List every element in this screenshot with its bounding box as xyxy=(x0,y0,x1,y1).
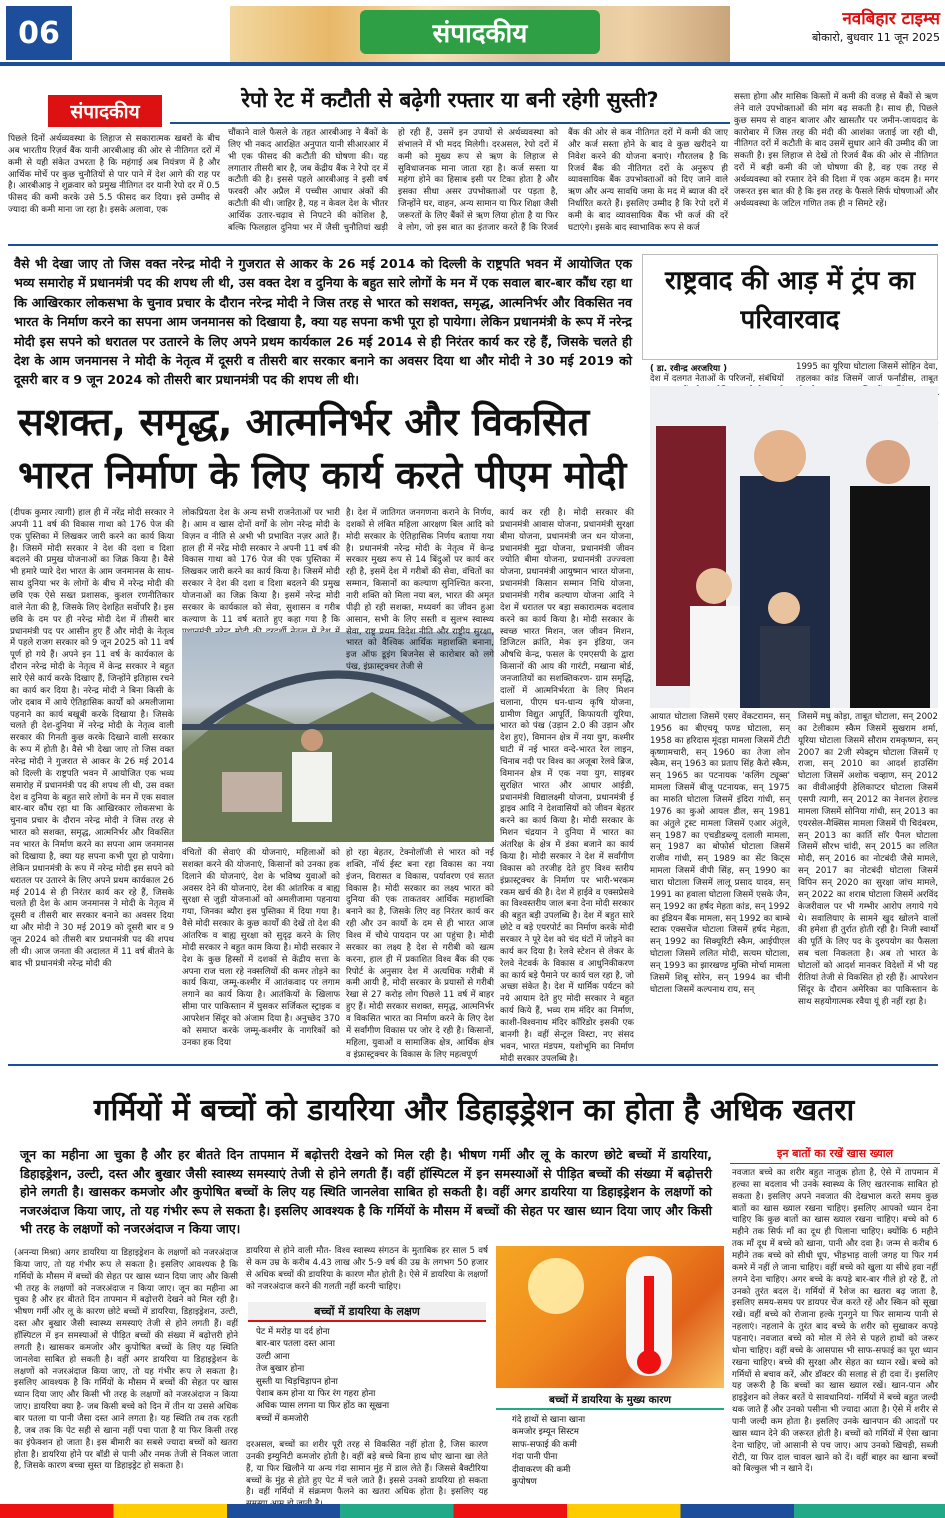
trump-article-column-1: देश में दलगत नेताओं के परिजनों, संबंधियों xyxy=(650,374,784,384)
thermometer-illustration xyxy=(496,1246,724,1388)
modi-article-column-4: कार्य कर रही है। मोदी सरकार की प्रधानमंत्री आवास योजना, प्रधानमंत्री सुरक्षा बीमा योजना, प्रधानमंत्री जन धन योजना, प्रधानमंत्री मुद्रा योजना, प्रधानमंत्री जीवन ज्योति बीमा योजना, प्रधानमंत्री उज्ज्वला योजना, प्रधानमंत्री आयुष्मान भारत योजना, प्रधानमंत्री किसान सम्मान निधि योजना, प्रधानमंत्री गरीब कल्याण योजना आदि ने देश में धरातल पर बड़ा सकारात्मक बदलाव करने का कार्य किया है। मोदी सरकार के स्वच्छ भारत मिशन, जल जीवन मिशन, डिजिटल क्रांति, मेक इन इंडिया, जन औषधि केन्द्र, फसल के एमएसपी के द्वारा किसानों की आय की गारंटी, मखाना बोर्ड, जनजातियों का सशक्तिकरण- ग्राम समृद्धि, दालों में आत्मनिर्भरता के लिए मिशन चलाना, पीएम धन-धान्य कृषि योजना, ग्रामीण विद्युत आपूर्ति, किफायती यूरिया, भारत को पंख (उड़ान 2.0 की उड़ान और देश हुए), विमानन क्षेत्र में नया युग, कश्मीर घाटी में नई भारत वन्दे-भारत रेल लाइन, चिनाब नदी पर विश्व का अजूबा रेलवे ब्रिज, विमानन क्षेत्र में एक नया युग, साइबर सुरक्षित भारत और आधार आईडी, प्रधानमंत्री विद्यालक्ष्मी योजना, प्रधानमंत्री ई ड्राइव आदि ने देशवासियों को जीवन बेहतर करने का कार्य किया है। मोदी सरकार के मिशन चंद्रयान ने दुनिया में भारत का अंतरिक्ष के क्षेत्र में डंका बजाने का कार्य किया है। मोदी सरकार ने देश में सर्वांगीण विकास को तरजीह देते हुए विश्व स्तरीय इंफ्रास्ट्रक्चर के निर्माण पर भारी-भरकम रकम खर्च की है। देश में हाईवे व एक्सप्रेसवे का विश्वस्तरीय जाल बना देना मोदी सरकार की बहुत बड़ी उपलब्धि है। देश में बहुत सारे छोटे व बड़े एयरपोर्ट का निर्माण करके मोदी सरकार ने पूरे देश को चंद घंटों में जोड़ने का कार्य कर दिया है। रेलवे स्टेशन से लेकर के रेलवे नेटवर्क के विकास व आधुनिकीकरण का कार्य बड़े पैमाने पर कार्य चल रहा है, जो अच्छा संकेत है। देश में धार्मिक पर्यटन को नये आयाम देते हुए मोदी सरकार ने बहुत कार्य किये हैं, भव्य राम मंदिर का निर्माण, काशी-विश्वनाथ मंदिर कॉरिडोर इसकी एक बानगी है। वहीं सेन्ट्रल विस्टा, नए संसद भवन, भारत मंडपम, यशोभूमि का निर्माण मोदी सरकार उपलब्धि है। xyxy=(500,508,634,1064)
cause-item: कुपोषण xyxy=(512,1476,537,1487)
editorial-right-column: सस्ता होगा और मासिक किस्तों में कमी की वजह से बैंकों से ऋण लेने वाले उपभोक्ताओं की मांग बढ़ सकती है। साथ ही, पिछले कुछ समय से वाहन बाजार और खासतौर पर जमीन-जायदाद के कारोबार में जिस तरह की मंदी की आशंका जताई जा रही थी, नीतिगत दरों में कटौती के बाद उसमें सुधार आने की उम्मीद की जा सकती है। इस लिहाज से देखें तो रिजर्व बैंक की ओर से नीतिगत दरों में बड़ी कमी की जो घोषणा की है, वह एक तरह से अर्थव्यवस्था को रफ्तार देने की दिशा में एक अहम कदम है। मगर जरूरत इस बात की है कि इस तरह के फैसले सिर्फ घोषणाओं और अर्थव्यवस्था के जटिल गणित तक ही न सिमटे रहें। xyxy=(734,92,938,209)
symptom-item: पेट में मरोड़ या दर्द होना xyxy=(256,1327,330,1337)
trump-article-column-2: 1995 का यूरिया घोटाला जिसमें सोहिन देवा, तहलका कांड जिसमें जार्ज फर्नांडीस, ताबूत xyxy=(796,362,938,384)
modi-article-column-2-continued: वंचितों की सेवाएं की योजनाएं, महिलाओं को सशक्त करने की योजनाएं, किसानों को उनका हक दिलाने की योजनाएं, देश के भविष्य युवाओं को अवसर देने की योजनाएं, देश की आंतरिक व बाह्य सुरक्षा से जुड़ी योजनाओं को अमलीजामा पहनाया गया, जिनका ब्यौरा इस पुस्तिका में दिया गया है। वैसे मोदी सरकार के कुछ कार्यों की देखें तो देश की आंतरिक व बाह्य सुरक्षा को सुदृढ़ करने के लिए मोदी सरकार ने बहुत काम किया है। मोदी सरकार ने देश के कुछ हिस्सों में दशकों से केंद्रीय सत्ता के अपना राज चला रहे नक्सलियों की कमर तोड़ने का कार्य किया, जम्मू-कश्मीर में आतंकवाद पर लगाम लगाने का कार्य किया है। आतंकियों के खिलाफ सीमा पार पाकिस्तान में घुसकर सर्जिकल स्ट्राइक व आपरेशन सिंदूर को अंजाम दिया है। अनुच्छेद 370 को समाप्त करके जम्मू-कश्मीर के नागरिकों को उनका हक दिया xyxy=(182,848,340,1048)
tips-box-body: नवजात बच्चे का शरीर बहुत नाजुक होता है, ऐसे में तापमान में हल्का सा बदलाव भी उनके स्वास्थ्य के लिए खतरनाक साबित हो सकता है। इसलिए अपने नवजात की देखभाल करते समय कुछ बातों का खास ख्याल रखना चाहिए। इसलिए आपको ध्यान देना चाहिए कि कुछ बातों का खास ख्याल रखना चाहिए। बच्चे को 6 महीने तक सिर्फ माँ का दूध ही पिलाना चाहिए। क्योंकि 6 महीने तक माँ दूध में बच्चे को खाना, पानी और दवा है। जन्म से करीब 6 महीने तक बच्चे को सीधी धूप, भीड़भाड़ वाली जगह या फिर गर्म कमरे में नहीं ले जाना चाहिए। वहीं बच्चे को खुला या सीधे हवा नहीं लगने देना चाहिए। अगर बच्चे के कपड़े बार-बार गीले हो रहे हैं, तो उनको तुरंत बदल दें। गर्मियों में रैशेज का खतरा बढ़ जाता है, इसलिए समय-समय पर डायपर चेंज करते रहें और स्किन को सूखा रखें। वहीं बच्चे को रोजाना हल्के गुनगुने या फिर सामान्य पानी से नहलाएं। नहलाने के तुरंत बाद बच्चे के शरीर को सुखाकर कपड़े पहनाएं। नवजात बच्चे को मोल में लेने से पहले हाथों को जरूर धोना चाहिए। वहीं बच्चे के आसपास भी साफ-सफाई का पूरा ध्यान रखना चाहिए। बच्चे की सुरक्षा और सेहत का ध्यान रखें। बच्चे को गर्मियों से बचाव करें, और डॉक्टर की सलाह से ही दवा दें। इसलिए यह जरूरी है कि बच्चों का खास ख्याल रखें। खान-पान और हाइड्रेशन को लेकर बरतें ये सावधानियां- गर्मियों में बच्चे बहुत जल्दी थक जाते हैं और उनको पसीना भी ज्यादा आता है। ऐसे में शरीर से पानी जल्दी कम होता है। इसलिए उनके खानपान की आदतों पर खास ध्यान देने की जरूरत होती है। बच्चों को गर्मियों में ऐसा खाना देना चाहिए, जो आसानी से पच जाए। आप उनको खिचड़ी, सब्जी रोटी, या फिर दाल चावल खाने को दें। वहीं बाहर का खाना बच्चों को बिल्कुल भी न खाने दें। xyxy=(732,1168,938,1475)
symptom-item: बच्चों में कमजोरी xyxy=(256,1413,309,1424)
symptom-item: बार-बार पतला दस्त आना xyxy=(256,1339,336,1350)
modi-article-intro: वैसे भी देखा जाए तो जिस वक्त नरेन्द्र मोदी ने गुजरात से आकर के 26 मई 2014 को दिल्ली के राष्ट्रपति भवन में आयोजित एक भव्य समारोह में प्रधानमंत्री पद की शपथ ली थी, उस वक्त देश व दुनिया के बहुत सारे लोगों के मन में एक सवाल बार-बार कौंध रहा था कि आखिरकार लोकसभा के चुनाव प्रचार के दौरान नरेन्द्र मोदी ने जिस तरह से भारत को सशक्त, समृद्ध, आत्मनिर्भर और विकसित नव भारत के निर्माण करने का सपना आम जनमानस को दिखाया है, क्या यह सपना कभी पूरा हो पायेगा। लेकिन प्रधानमंत्री के रूप में नरेन्द्र मोदी इस सपने को धरातल पर उतारने के लिए अपने प्रथम कार्यकाल 26 मई 2014 से ही निरंतर कार्य कर रहे हैं, जिसके चलते ही देश के आम जनमानस ने मोदी के नेतृत्व में दूसरी व तीसरी बार सरकार बनाने का अवसर दिया था और मोदी ने 30 मई 2019 को दूसरी बार व 9 जून 2024 को तीसरी बार प्रधानमंत्री पद की शपथ ली थी। xyxy=(14,256,632,388)
section-divider xyxy=(8,1064,938,1066)
diarrhoea-article-column-1: (अनन्या मिश्रा) अगर डायरिया या डिहाइड्रेशन के लक्षणों को नजरअंदाज किया जाए, तो यह गंभीर रूप ले सकता है। इसलिए आवश्यक है कि गर्मियों के मौसम में बच्चों की सेहत पर खास ध्यान दिया जाए और किसी भी तरह के लक्षणों को नजरअंदाज न किया जाए। जून का महीना आ चुका है और हर बीतते दिन तापमान में बढ़ोत्तरी देखने को मिल रही है। भीषण गर्मी और लू के कारण छोटे बच्चों में डायरिया, डिहाइड्रेशन, उल्टी, दस्त और बुखार जैसी स्वास्थ्य समस्याएं तेजी से होने लगती हैं। वहीं हॉस्पिटल में इन समस्याओं से पीड़ित बच्चों की संख्या में बढ़ोत्तरी होने लगती है। खासकर कमजोर और कुपोषित बच्चों के लिए यह स्थिति जानलेवा साबित हो सकती है। वहीं अगर डायरिया या डिहाइड्रेशन के लक्षणों को नजरअंदाज किया जाए, तो यह गंभीर रूप ले सकता है। इसलिए आवश्यक है कि गर्मियों के मौसम में बच्चों की सेहत पर खास ध्यान दिया जाए और किसी भी तरह के लक्षणों को नजरअंदाज न किया जाए। डायरिया क्या है- जब किसी बच्चे को दिन में तीन या उससे अधिक बार पतला या पानी जैसा दस्त आने लगता है। यह स्थिति तब तक रहती है, जब तक कि पेट सही से खाना नहीं पचा पाता है या फिर किसी तरह का इंफेक्शन हो जाता है। इस बीमारी का सबसे ज्यादा बच्चों को खतरा होता है। डायरिया होने पर बॉडी से पानी और नमक तेजी से निकल जाता है, जिसके कारण बच्चा सुस्त या डिहाइड्रेट हो सकता है। xyxy=(14,1248,238,1472)
symptom-item: उल्टी आना xyxy=(256,1351,290,1362)
section-divider xyxy=(8,244,938,246)
tips-box-title: इन बातों का रखें खास ख्याल xyxy=(730,1146,940,1164)
cause-item: दीवाकरण की कमी xyxy=(512,1464,571,1475)
symptom-item: पेशाब कम होना या फिर रंग गहरा होना xyxy=(256,1388,376,1399)
modi-article-column-3: है। देश में जातिगत जनगणना कराने के निर्णय, दशकों से लंबित महिला आरक्षण बिल आदि को मोदी सरकार के ऐतिहासिक निर्णय बताया गया है। प्रधानमंत्री नरेन्द्र मोदी के नेतृत्व में केन्द्र सरकार मुख्य रूप से 14 बिंदुओं पर कार्य कर रही है, इसमें देश में गरीबों की सेवा, वंचितों का सम्मान, किसानों का कल्याण सुनिश्चित करना, नारी शक्ति को मिला नया बल, भारत की अमृत पीढ़ी हो रही सशक्त, मध्यवर्ग का जीवन हुआ आसान, सभी के लिए सस्ती व सुलभ स्वास्थ्य सेवा, राष्ट्र प्रथम विदेश नीति और राष्ट्रीय सुरक्षा, भारत को वैश्विक आर्थिक महाशक्ति बनाना, इज ऑफ डूइंग बिजनेस से कारोबार को लगे पंख, इंफ्रास्ट्रक्चर तेजी से xyxy=(346,508,494,673)
symptoms-box-title: बच्चों में डायरिया के लक्षण xyxy=(248,1302,486,1322)
newspaper-brand: नवबिहार टाइम्स xyxy=(842,9,940,29)
section-title: संपादकीय xyxy=(360,10,600,54)
thermometer-graphic xyxy=(496,1246,724,1388)
trump-photo-graphic xyxy=(650,386,938,708)
bridge-photo-graphic xyxy=(182,632,494,842)
cause-item: साफ-सफाई की कमी xyxy=(512,1439,577,1450)
cause-item: कमजोर इम्यून सिस्टम xyxy=(512,1427,579,1438)
trump-article-headline: राष्ट्रवाद की आड़ में ट्रंप का परिवारवाद xyxy=(664,266,916,335)
editorial-label: संपादकीय xyxy=(48,95,162,127)
dateline: बोकारो, बुधवार 11 जून 2025 xyxy=(811,31,940,44)
modi-article-column-3-continued: हो रहा बेहतर, टेक्नोलॉजी से भारत को नई शक्ति, नॉर्थ ईस्ट बना रहा विकास का नया इंजन, विरासत व विकास, पर्यावरण एवं सतत विकास है। मोदी सरकार का लक्ष्य भारत को दुनिया की एक ताकतवर आर्थिक महाशक्ति बनाने का है, जिसके लिए वह निरंतर कार्य कर रही और उन कार्यों के दम से ही भारत आज विश्व में चौथे पायदान पर आ पहुंचा है। मोदी सरकार का लक्ष्य है देश से गरीबी को खत्म करना, हाल ही में प्रकाशित विश्व बैंक की एक रिपोर्ट के अनुसार देश में अत्यधिक गरीबी में कमी आयी है, मोदी सरकार के प्रयासों से गरीबी रेखा से 27 करोड़ लोग पिछले 11 वर्ष में बाहर हुए हैं। मोदी सरकार सशक्त, समृद्ध, आत्मनिर्भर व विकसित भारत का निर्माण करने के लिए देश में सर्वांगीण विकास पर जोर दे रही है। किसानों, महिला, युवाओं व सामाजिक क्षेत्र, आर्थिक क्षेत्र व इंफ्रास्ट्रक्चर के विकास के लिए महत्वपूर्ण xyxy=(346,848,494,1060)
cause-item: गंदे हाथों से खाना खाना xyxy=(512,1415,586,1425)
symptom-item: तेज बुखार होना xyxy=(256,1364,305,1375)
trump-family-photo xyxy=(650,386,938,708)
trump-article-column-3: आयात घोटाला जिसमें एसए वेंकटरामन, सन् 1956 का बीएचयू फण्ड घोटाला, सन् 1958 का हरिदास मूंदड़ा मामला जिसमें टीटी कृष्णामचारी, सन् 1960 का तेजा लोन स्कैम, सन् 1963 का प्रताप सिंह कैरो स्कैम, सन् 1965 का पटनायक 'कलिंग ट्यूब्स' मामला जिसमें बीजू पटनायक, सन् 1975 का मारुति घोटाला जिसमें इंदिरा गांधी, सन् 1976 का कुओ आयल डील, सन् 1981 का अंतुले ट्रस्ट मामला जिसमें एआर अंतुले, सन् 1987 का एचडीडब्ल्यू दलाली मामला, सन् 1987 का बोफोर्स घोटाला जिसमें राजीव गांधी, सन् 1989 का सेंट किट्स मामला जिसमें वीपी सिंह, सन् 1990 का चारा घोटाला जिसमें लालू प्रसाद यादव, सन् 1991 का हवाला घोटाला जिसमें एसके जैन, सन् 1992 का हर्षद मेहता कांड, सन् 1992 का इंडियन बैंक मामला, सन् 1992 का बाम्बे स्टाक एक्सचेंज घोटाला जिसमें हर्षद मेहता, सन् 1992 का सिक्यूरिटी स्कैम, आईपीएल घोटाला जिसमें ललित मोदी, सत्यम घोटाला, सन् 1993 का झारखण्ड मुक्ति मोर्चा मामला जिसमें शिबू सोरेन, सन् 1994 का चीनी घोटाला जिसमें कल्पनाथ राय, सन् xyxy=(650,712,790,995)
cause-item: गंदा पानी पीना xyxy=(512,1452,558,1463)
symptom-item: सुस्ती या चिड़चिड़ापन होना xyxy=(256,1376,338,1387)
symptom-item: अधिक प्यास लगना या फिर होंठ का सूखना xyxy=(256,1401,390,1412)
diarrhoea-article-headline: गर्मियों में बच्चों को डायरिया और डिहाइड्रेशन का होता है अधिक खतरा xyxy=(93,1093,855,1128)
modi-article-column-1: (दीपक कुमार त्यागी) हाल ही में नरेंद्र मोदी सरकार ने अपनी 11 वर्ष की विकास गाथा को 176 पेज की एक पुस्तिका में लिखकर जारी करने का कार्य किया है। जिसमें मोदी सरकार ने देश की दशा व दिशा बदलने की प्रमुख योजनाओं का जिक्र किया है। वैसे भी हमारे प्यारे देश भारत के आम जनमानस के साथ-साथ दुनिया भर के लोगों के बीच में नरेन्द्र मोदी की छवि एक ऐसे सख्त प्रशासक, कुशल रणनीतिकार वाले नेता की है, जिसके लिए देशहित सर्वोपरि है। इस छवि के दम पर ही नरेन्द्र मोदी देश में तीसरी बार प्रधानमंत्री पद पर आसीन हुए हैं और मोदी के नेतृत्व में पहले राजग सरकार को 9 जून 2025 को 11 वर्ष पूर्ण हो गये हैं। अपने इन 11 वर्ष के कार्यकाल के दौरान नरेन्द्र मोदी के नेतृत्व में केन्द्र सरकार ने बहुत सारे ऐसे कार्य करके दिखाए हैं, जिन्होंने इतिहास रचने का कार्य कर दिया है। नरेन्द्र मोदी ने बिना किसी के जोर दबाव में आये ऐतिहासिक कार्यों को अमलीजामा पहनाने का कार्य बखूबी करके दिखाया है। जिसके चलते ही देश-दुनिया में नरेन्द्र मोदी के नेतृत्व वाली सरकार की गिनती कुछ करके दिखाने वाली सरकार के रूप में होती है। वैसे भी देखा जाए तो जिस वक्त नरेन्द्र मोदी ने गुजरात से आकर के 26 मई 2014 को दिल्ली के राष्ट्रपति भवन में आयोजित एक भव्य समारोह में प्रधानमंत्री पद की शपथ ली थी, उस वक्त देश व दुनिया के बहुत सारे लोगों के मन में एक सवाल बार-बार कौंध रहा था कि आखिरकार लोकसभा के चुनाव प्रचार के दौरान नरेन्द्र मोदी ने जिस तरह से भारत को सशक्त, समृद्ध, आत्मनिर्भर और विकसित नव भारत के निर्माण करने का सपना आम जनमानस को दिखाया है, क्या यह सपना कभी पूरा हो पायेगा। लेकिन प्रधानमंत्री के रूप में नरेन्द्र मोदी इस सपने को धरातल पर उतारने के लिए अपने प्रथम कार्यकाल 26 मई 2014 से ही निरंतर कार्य कर रहे हैं, जिसके चलते ही देश के आम जनमानस ने मोदी के नेतृत्व में दूसरी व तीसरी बार सरकार बनाने का अवसर दिया था और मोदी ने 30 मई 2019 को दूसरी बार व 9 जून 2024 को तीसरी बार प्रधानमंत्री पद की शपथ ली थी। आज जनता की अदालत में 11 वर्ष बीतने के बाद भी प्रधानमंत्री नरेन्द्र मोदी की xyxy=(10,508,174,969)
trump-byline: ( डा. रवीन्द्र अरजरिया ) xyxy=(650,364,728,374)
diarrhoea-article-intro: जून का महीना आ चुका है और हर बीतते दिन तापमान में बढ़ोत्तरी देखने को मिल रही है। भीषण गर्मी और लू के कारण छोटे बच्चों में डायरिया, डिहाइड्रेशन, उल्टी, दस्त और बुखार जैसी स्वास्थ्य समस्याएं तेजी से होने लगती हैं। वहीं हॉस्पिटल में इन समस्याओं से पीड़ित बच्चों की संख्या में बढ़ोत्तरी होने लगती है। खासकर कमजोर और कुपोषित बच्चों के लिए यह स्थिति जानलेवा साबित हो सकती है। वहीं अगर डायरिया या डिहाइड्रेशन के लक्षणों को नजरअंदाज किया जाए, तो यह गंभीर रूप ले सकता है। इसलिए आवश्यक है कि गर्मियों के मौसम में बच्चों की सेहत पर खास ध्यान दिया जाए और किसी भी तरह के लक्षणों को नजरअंदाज न किया जाए। xyxy=(20,1147,712,1237)
modi-article-headline: सशक्त, समृद्ध, आत्मनिर्भर और विकसित भारत निर्माण के लिए कार्य करते पीएम मोदी xyxy=(18,400,627,498)
diarrhoea-article-column-2: डायरिया से होने वाली मौत- विश्व स्वास्थ्य संगठन के मुताबिक हर साल 5 वर्ष से कम उम्र के करीब 4.43 लाख और 5-9 वर्ष की उम्र के लगभग 50 हजार से अधिक बच्चों की डायरिया के कारण मौत होती है। ऐसे में डायरिया के लक्षणों को नजरअंदाज करने की गलती नहीं करनी चाहिए। xyxy=(246,1246,488,1292)
causes-list xyxy=(512,1414,722,1494)
diarrhoea-article-column-2-continued: दरअसल, बच्चों का शरीर पूरी तरह से विकसित नहीं होता है, जिस कारण उनकी इम्युनिटी कमजोर होती है। वहीं बड़े बच्चे बिना हाथ धोए खाना खा लेते हैं, या फिर खिलौने या अन्य गंदा सामान मुंह में डाल लेते हैं। जिससे बैक्टीरिया बच्चों के मुंह से होते हुए पेट में चले जाते हैं। इससे उनको डायरिया हो सकता है। वहीं गर्मियों में संक्रमण फैलने का खतरा अधिक होता है। इसलिए यह xyxy=(246,1440,488,1498)
header-rule xyxy=(0,62,945,66)
modi-bridge-photo xyxy=(182,632,494,842)
editorial-headline: रेपो रेट में कटौती से बढ़ेगी रफ्तार या बनी रहेगी सुस्ती? xyxy=(170,86,730,124)
page-number: 06 xyxy=(6,6,72,60)
editorial-column-1: पिछले दिनों अर्थव्यवस्था के लिहाज से सकारात्मक खबरों के बीच अब भारतीय रिज़र्व बैंक यानी आरबीआइ की ओर से नीतिगत दरों में कमी से यही संकेत उभरता है कि महंगाई अब नियंत्रण में है और आर्थिक मोर्चे पर कुछ चुनौतियों से पार पाने में देश आगे की राह पर है। आरबीआइ ने शुक्रवार को प्रमुख नीतिगत दर यानी रेपो दर में 0.5 फीसद की कमी करके उसे 5.5 फीसद कर दिया। इसे उम्मीद से ज्यादा की कमी माना जा रहा है। इसके अलावा, एक xyxy=(8,134,220,216)
causes-box-title: बच्चों में डायरिया के मुख्य कारण xyxy=(496,1390,724,1410)
footer-color-bar xyxy=(0,1504,945,1518)
modi-article-column-2: लोकप्रियता देश के अन्य सभी राजनेताओं पर भारी है। आम व खास दोनों वर्गों के लोग नरेन्द्र मोदी के विज़न व नीति से अभी भी प्रभावित नज़र आते हैं। हाल ही में नरेंद्र मोदी सरकार ने अपनी 11 वर्ष की विकास गाथा को 176 पेज की एक पुस्तिका में लिखकर जारी करने का कार्य किया है। जिसमें मोदी सरकार ने देश की दशा व दिशा बदलने की प्रमुख योजनाओं का जिक्र किया है। इसमें नरेन्द्र मोदी सरकार के कार्यकाल को सेवा, सुशासन व गरीब कल्याण के 11 वर्ष बताते हुए कहा गया है कि xyxy=(182,508,340,625)
symptoms-list xyxy=(256,1326,486,1438)
editorial-body: चौंकाने वाले फैसले के तहत आरबीआइ ने बैंकों के लिए भी नकद आरक्षित अनुपात यानी सीआरआर में भी एक फीसद की कटौती की घोषणा की। यह लगातार तीसरी बार है, जब केंद्रीय बैंक ने रेपो दर में कटौती की है। इससे पहले आरबीआइ ने इसी वर्ष फरवरी और अप्रैल में पच्चीस आधार अंकों की कटौती की थी। जाहिर है, यह न केवल देश के भीतर आर्थिक उतार-चढ़ाव से निपटने की कोशिश है, बल्कि फिलहाल दुनिया भर में जैसी चुनौतियां खड़ी हो रही हैं, उसमें इन उपायों से अर्थव्यवस्था को संभालने में भी मदद मिलेगी। दरअसल, रेपो दरों में कमी को मुख्य रूप से ऋण के लिहाज से सुविधाजनक माना जाता रहा है। कर्ज सस्ता या महंगा होने का हिसाब इसी पर टिका होता है और इसका सीधा असर उपभोक्ताओं पर पड़ता है, जिन्होंने घर, वाहन, अन्य सामान या फिर शिक्षा जैसी जरूरतों के लिए बैंकों से ऋण लिया होता है या फिर वे लोग, जो इस बात का इंतजार करते हैं कि रिजर्व बैंक की ओर से कब नीतिगत दरों में कमी की जाए और कर्ज सस्ता होने के बाद वे कुछ खरीदने या निवेश करने की योजना बनाएं। गौरतलब है कि रिजर्व बैंक की नीतिगत दरों के अनुरूप ही व्यावसायिक बैंक उपभोक्ताओं को दिए जाने वाले ऋण और अन्य सावधि जमा के मद में ब्याज की दरें निर्धारित करते हैं। इसलिए उम्मीद है कि रेपो दरों में कमी के बाद व्यावसायिक बैंक भी कर्ज की दरें घटाएंगे। इसके बाद स्वाभाविक रूप से कर्ज xyxy=(228,128,728,233)
trump-article-column-4: जिसमें मधु कोड़ा, ताबूत घोटाला, सन् 2002 का टेलीकाम स्कैम जिसमें सुखराम शर्मा, यूरिया घोटाला जिसमें सौराम रामकृष्णन, सन् 2007 का 2जी स्पेक्ट्रम घोटाला जिसमें ए राजा, सन् 2010 का आदर्श हाउसिंग घोटाला जिसमें अशोक चव्हाण, सन् 2012 का वीवीआईपी हेलिकाप्टर घोटाला जिसमें एसपी त्यागी, सन् 2012 का नेशनल हेराल्ड मामला जिसमें सोनिया गांधी, सन् 2013 का एयरसेल-मैक्सिस मामला जिसमें पी चिदंबरम, सन् 2013 का कार्ति सॉर पैनल घोटाला जिसमें सौरभ चांदी, सन् 2015 का ललित मोदी, सन् 2016 का नोटबंदी जैसे मामले, सन् 2017 का नोटबंदी घोटाला जिसमें विपिन सन् 2020 का सुरक्षा जांच मामले, सन् 2022 का शराब घोटाला जिसमें अरविंद केजरीवाल पर भी गम्भीर आरोप लगाये गये थे। सवालियाए के सामने खुद खोलने वालों की हमेशा ही तुर्रात होती रही है। निजी स्वार्थों की पूर्ति के लिए पद के दुरुपयोग का फैसला सब चला निकलता है। अब तो भारत के घोटालों को आदर्श मानकर विदेशों में भी यह रीतियां तेजी से विकसित हो रही हैं। आपरेशन सिंदूर के दौरान अमेरिका का पाकिस्तान के साथ सहयोगात्मक रवैया यूं ही नहीं रहा है। xyxy=(798,712,938,1007)
